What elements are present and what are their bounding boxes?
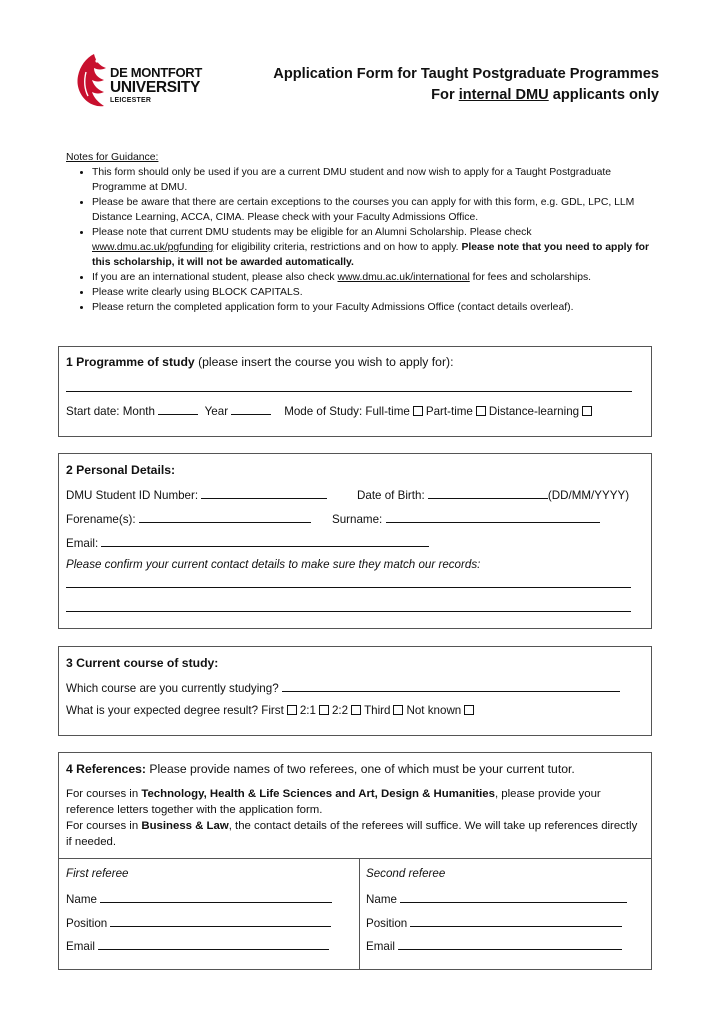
two-one-checkbox[interactable] — [319, 705, 329, 715]
forename-row: Forename(s): — [66, 511, 311, 526]
section2-heading: 2 Personal Details: — [66, 463, 176, 477]
student-id-row: DMU Student ID Number: — [66, 487, 327, 502]
references-divider — [59, 858, 651, 859]
first-referee-position-row: Position — [66, 915, 331, 930]
part-time-checkbox[interactable] — [476, 406, 486, 416]
contact-line[interactable] — [66, 611, 631, 612]
not-known-checkbox[interactable] — [464, 705, 474, 715]
second-referee-label: Second referee — [366, 867, 446, 880]
dmu-griffin-icon — [72, 52, 112, 108]
section-personal-details — [58, 453, 652, 629]
surname-row: Surname: — [332, 511, 600, 526]
logo-line2: UNIVERSITY — [110, 79, 201, 96]
notes-heading: Notes for Guidance: — [66, 152, 159, 163]
course-line[interactable] — [66, 391, 632, 392]
student-id-field[interactable] — [201, 487, 327, 499]
start-month-field[interactable] — [158, 403, 198, 415]
logo-line1: DE MONTFORT — [110, 65, 203, 80]
logo-wordmark — [110, 66, 202, 104]
title-line2: For internal DMU applicants only — [431, 87, 659, 103]
second-referee-name-row: Name — [366, 891, 627, 906]
degree-result-row: What is your expected degree result? First 2:1 2:2 Third Not known — [66, 704, 477, 717]
dob-row: Date of Birth: (DD/MM/YYYY) — [357, 489, 630, 502]
second-referee-email-row: Email — [366, 938, 622, 953]
surname-field[interactable] — [386, 511, 600, 523]
note-item: • This form should only be used if you are a current DMU student and now wish to apply for a Taught Postgraduate Programme at DMU. — [92, 165, 656, 195]
section1-heading: 1 Programme of study (please insert the course you wish to apply for): — [66, 355, 454, 369]
second-referee-email-field[interactable] — [398, 938, 622, 950]
email-field[interactable] — [101, 535, 429, 547]
international-link[interactable]: www.dmu.ac.uk/international — [337, 272, 470, 283]
start-year-field[interactable] — [231, 403, 271, 415]
first-referee-position-field[interactable] — [110, 915, 331, 927]
first-checkbox[interactable] — [287, 705, 297, 715]
full-time-checkbox[interactable] — [413, 406, 423, 416]
note-item: • Please note that current DMU students may be eligible for an Alumni Scholarship. Please check www.dmu.ac.uk/pgfunding for eligibility criteria, restrictions and on how to apply. Please note that you need to apply for this scholarship, it will not be awarded automatically. — [92, 225, 656, 270]
second-referee-name-field[interactable] — [400, 891, 627, 903]
first-referee-name-field[interactable] — [100, 891, 332, 903]
forename-field[interactable] — [139, 511, 311, 523]
referee-column-divider — [359, 858, 360, 969]
first-referee-label: First referee — [66, 867, 129, 880]
dob-field[interactable] — [428, 487, 548, 499]
section4-heading: 4 References: Please provide names of two referees, one of which must be your current tutor. — [66, 762, 575, 776]
first-referee-email-field[interactable] — [98, 938, 329, 950]
current-course-field[interactable] — [282, 680, 620, 692]
notes-for-guidance — [66, 150, 656, 315]
section-programme-of-study — [58, 346, 652, 437]
email-row: Email: — [66, 535, 429, 550]
contact-line[interactable] — [66, 587, 631, 588]
two-two-checkbox[interactable] — [351, 705, 361, 715]
first-referee-email-row: Email — [66, 938, 329, 953]
pgfunding-link[interactable]: www.dmu.ac.uk/pgfunding — [92, 242, 214, 253]
second-referee-position-row: Position — [366, 915, 622, 930]
references-instructions: For courses in Technology, Health & Life Sciences and Art, Design & Humanities, please provide your reference letters together with the application form. For courses in Business & Law, the contact details of the referees will suffice. We will take up references directly if needed. — [66, 788, 638, 848]
note-item: • Please return the completed application form to your Faculty Admissions Office (contact details overleaf). — [92, 300, 656, 315]
section3-heading: 3 Current course of study: — [66, 656, 219, 670]
scholarship-note: Please note that you need to apply for this scholarship, it will not be awarded automatically. — [92, 242, 650, 268]
current-course-row: Which course are you currently studying? — [66, 680, 620, 695]
second-referee-position-field[interactable] — [410, 915, 622, 927]
section-current-course — [58, 646, 652, 736]
section-references — [58, 752, 652, 970]
note-item: • Please write clearly using BLOCK CAPITALS. — [92, 285, 656, 300]
title-line1: Application Form for Taught Postgraduate Programmes — [273, 66, 659, 82]
third-checkbox[interactable] — [393, 705, 403, 715]
confirm-details-note: Please confirm your current contact details to make sure they match our records: — [66, 558, 481, 571]
distance-learning-checkbox[interactable] — [582, 406, 592, 416]
page-title — [273, 64, 659, 106]
note-item: • Please be aware that there are certain exceptions to the courses you can apply for with this form, e.g. GDL, LPC, LLM Distance Learning, ACCA, CIMA. Please check with your Faculty Admissions Office. — [92, 195, 656, 225]
title-underlined: internal DMU — [458, 87, 549, 103]
notes-list — [66, 165, 656, 315]
first-referee-name-row: Name — [66, 891, 332, 906]
logo-line3: LEICESTER — [110, 96, 152, 104]
start-mode-row: Start date: Month Year Mode of Study: Full-time Part-time Distance-learning — [66, 403, 595, 418]
note-item: • If you are an international student, please also check www.dmu.ac.uk/international for fees and scholarships. — [92, 270, 656, 285]
